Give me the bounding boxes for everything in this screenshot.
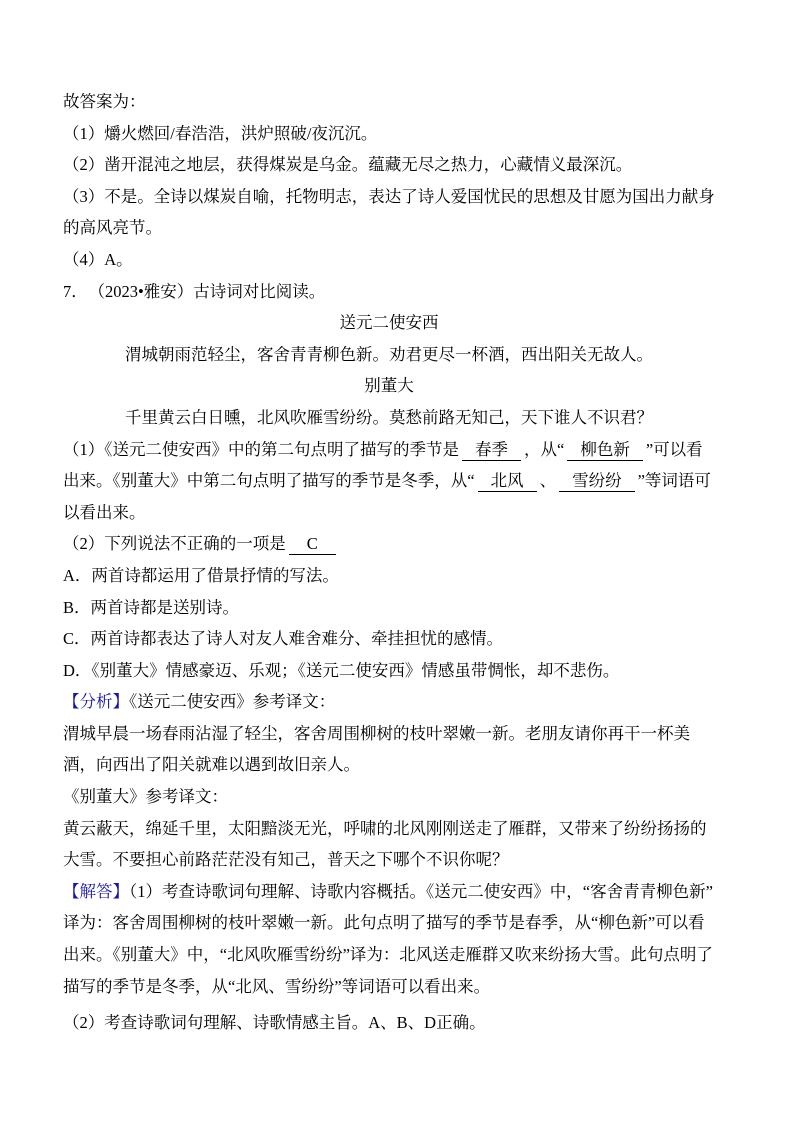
answer-item-2: （2）凿开混沌之地层，获得煤炭是乌金。蕴藏无尽之热力，心藏情义最深沉。 <box>63 155 633 175</box>
question-7-header <box>63 276 715 308</box>
solution-label: 【解答】 <box>63 881 129 901</box>
analysis-label: 【分析】 <box>63 692 129 712</box>
answer-item-4: （4）A。 <box>63 249 133 269</box>
analysis-translation-2: 黄云蔽天，绵延千里，太阳黯淡无光，呼啸的北风刚刚送走了雁群，又带来了纷纷扬扬的大雪。不要担心前路茫茫没有知己，普天之下哪个不识你呢？ <box>63 818 707 870</box>
answer-item-1: （1）爝火燃回/春浩浩，洪炉照破/夜沉沉。 <box>63 123 378 143</box>
poem-2-title: 别董大 <box>364 376 414 396</box>
sub-question-1-text: 、 <box>539 471 557 491</box>
sub-question-2-text: （2）下列说法不正确的一项是 <box>63 534 286 554</box>
analysis-translation-1: 渭城早晨一场春雨沾湿了轻尘，客舍周围柳树的枝叶翠嫩一新。老朋友请你再干一杯美酒，向西出了阳关就难以遇到故旧亲人。 <box>63 723 690 775</box>
document-body <box>63 86 715 1039</box>
sub-question-1-text: ”等词语可以看出来。 <box>63 471 711 522</box>
option-b: B．两首诗都是送别诗。 <box>63 597 240 617</box>
poem-1-line: 渭城朝雨范轻尘，客舍青青柳色新。劝君更尽一杯酒，西出阳关无故人。 <box>125 344 653 364</box>
question-header-text: （2023•雅安）古诗词对比阅读。 <box>96 281 326 301</box>
sub-question-1 <box>63 434 715 529</box>
analysis-intro-text: 《送元二使安西》参考译文： <box>129 692 336 712</box>
solution-paragraph-2: （2）考查诗歌词句理解、诗歌情感主旨。A、B、D正确。 <box>63 1013 486 1033</box>
analysis-poem2-intro: 《别董大》参考译文： <box>63 787 228 807</box>
answer-blank-choice: C <box>289 533 336 555</box>
answer-blank-northwind: 北风 <box>478 470 537 492</box>
answer-blank-snow: 雪纷纷 <box>559 470 635 492</box>
answer-item-3: （3）不是。全诗以煤炭自喻，托物明志，表达了诗人爱国忧民的思想及甘愿为国出力献身的高风亮节。 <box>63 186 715 238</box>
option-a: A．两首诗都运用了借景抒情的写法。 <box>63 565 339 585</box>
poem-2-line: 千里黄云白日曛，北风吹雁雪纷纷。莫愁前路无知己，天下谁人不识君？ <box>125 407 653 427</box>
question-number: 7． <box>63 281 88 301</box>
worksheet-page <box>0 86 794 1123</box>
answer-blank-willow: 柳色新 <box>567 439 643 461</box>
sub-question-1-text: （1）《送元二使安西》中的第二句点明了描写的季节是 <box>63 439 459 459</box>
sub-question-2 <box>63 528 715 560</box>
poem-1-title: 送元二使安西 <box>339 313 439 333</box>
solution-paragraph-1 <box>63 876 715 1002</box>
option-d: D．《别董大》情感豪迈、乐观；《送元二使安西》情感虽带惆怅，却不悲伤。 <box>63 660 620 680</box>
sub-question-1-text: ”可以看出来。《别董大》中第二句点明了描写的季节是冬季，从“ <box>63 439 703 491</box>
option-c: C．两首诗都表达了诗人对友人难舍难分、牵挂担忧的感情。 <box>63 629 504 649</box>
answer-blank-season-spring: 春季 <box>462 439 521 461</box>
solution-paragraph-1-text: （1）考查诗歌词句理解、诗歌内容概括。《送元二使安西》中，“客舍青青柳色新”译为：客舍周围柳树的枝叶翠嫩一新。此句点明了描写的季节是春季，从“柳色新”可以看出来。《别董大》中，“北风吹雁雪纷纷”译为：北风送走雁群又吹来纷扬大雪。此句点明了描写的季节是冬季，从“北风、雪纷纷”等词语可以看出来。 <box>63 881 713 996</box>
sub-question-1-text: ，从“ <box>524 439 565 459</box>
answers-intro: 故答案为： <box>63 92 146 111</box>
analysis-intro-line <box>63 686 715 718</box>
